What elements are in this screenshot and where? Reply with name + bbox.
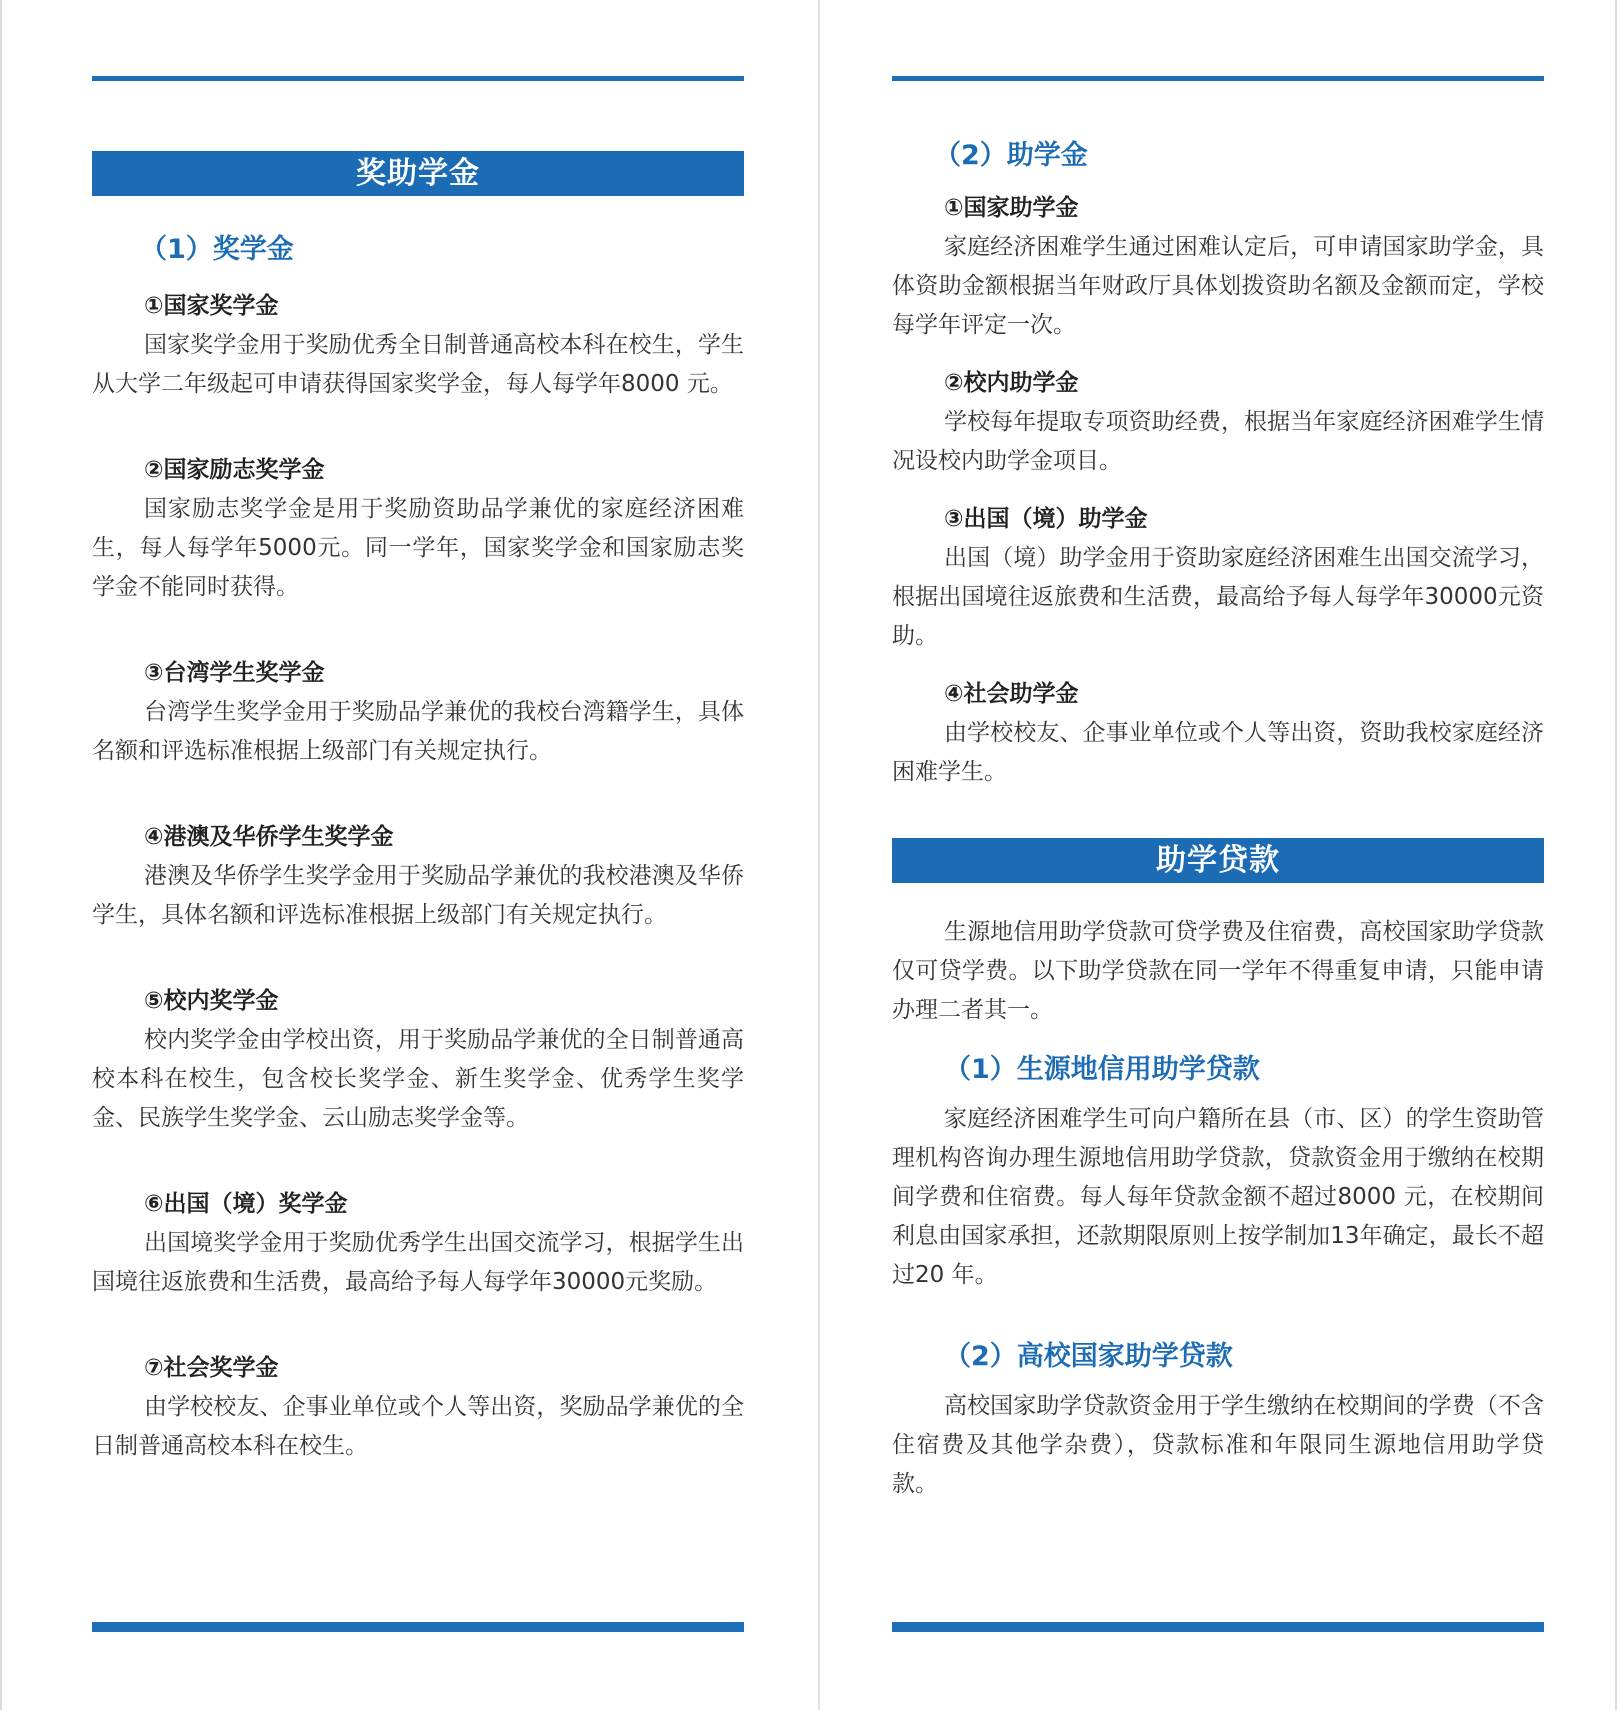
scholarship-item	[92, 1188, 744, 1302]
loan-intro-text: 生源地信用助学贷款可贷学费及住宿费，高校国家助学贷款仅可贷学费。以下助学贷款在同一学年不得重复申请，只能申请办理二者其一。	[892, 919, 1544, 1023]
grant-item	[892, 503, 1544, 656]
item-text: 由学校校友、企事业单位或个人等出资，奖励品学兼优的全日制普通高校本科在校生。	[92, 1394, 744, 1459]
item-title: ⑦社会奖学金	[144, 1355, 279, 1381]
item-text: 港澳及华侨学生奖学金用于奖励品学兼优的我校港澳及华侨学生，具体名额和评选标准根据上级部门有关规定执行。	[92, 863, 744, 928]
student-loan-banner: 助学贷款	[892, 838, 1544, 883]
item-title: ④港澳及华侨学生奖学金	[144, 824, 394, 850]
local-credit-loan-title: （1）生源地信用助学贷款	[944, 1054, 1260, 1085]
grant-item	[892, 192, 1544, 345]
item-text: 由学校校友、企事业单位或个人等出资，资助我校家庭经济困难学生。	[892, 720, 1544, 785]
scholarship-item	[92, 821, 744, 935]
item-text: 家庭经济困难学生通过困难认定后，可申请国家助学金，具体资助金额根据当年财政厅具体划拨资助名额及金额而定，学校每学年评定一次。	[892, 234, 1544, 338]
left-content	[92, 151, 744, 1466]
item-title: ②校内助学金	[944, 370, 1079, 396]
scholarship-item	[92, 657, 744, 771]
bottom-rule	[892, 1622, 1544, 1632]
item-text: 出国境奖学金用于奖励优秀学生出国交流学习，根据学生出国境往返旅费和生活费，最高给予每人每学年30000元奖励。	[92, 1230, 744, 1295]
national-loan-text: 高校国家助学贷款资金用于学生缴纳在校期间的学费（不含住宿费及其他学杂费），贷款标准和年限同生源地信用助学贷款。	[892, 1393, 1544, 1497]
item-title: ⑤校内奖学金	[144, 988, 279, 1014]
bottom-rule	[92, 1622, 744, 1632]
grant-section-title: （2）助学金	[934, 140, 1088, 171]
item-text: 国家励志奖学金是用于奖励资助品学兼优的家庭经济困难生，每人每学年5000元。同一学年，国家奖学金和国家励志奖学金不能同时获得。	[92, 496, 744, 600]
item-title: ③台湾学生奖学金	[144, 660, 325, 686]
item-title: ②国家励志奖学金	[144, 457, 325, 483]
item-text: 国家奖学金用于奖励优秀全日制普通高校本科在校生，学生从大学二年级起可申请获得国家奖学金，每人每学年8000 元。	[92, 332, 744, 397]
item-title: ⑥出国（境）奖学金	[144, 1191, 348, 1217]
top-rule	[892, 76, 1544, 81]
scholarship-aid-banner: 奖助学金	[92, 151, 744, 196]
item-title: ①国家助学金	[944, 195, 1079, 221]
right-page	[818, 0, 1617, 1710]
grant-item	[892, 678, 1544, 792]
item-title: ④社会助学金	[944, 681, 1079, 707]
scholarship-item	[92, 454, 744, 607]
item-title: ③出国（境）助学金	[944, 506, 1148, 532]
top-rule	[92, 76, 744, 81]
scholarship-item	[92, 290, 744, 404]
item-text: 台湾学生奖学金用于奖励品学兼优的我校台湾籍学生，具体名额和评选标准根据上级部门有关规定执行。	[92, 699, 744, 764]
item-text: 出国（境）助学金用于资助家庭经济困难生出国交流学习，根据出国境往返旅费和生活费，最高给予每人每学年30000元资助。	[892, 545, 1544, 649]
scholarship-section-title: （1）奖学金	[140, 234, 294, 265]
scholarship-item	[92, 985, 744, 1138]
scholarship-item	[92, 1352, 744, 1466]
right-content	[892, 138, 1544, 1504]
local-credit-loan-text: 家庭经济困难学生可向户籍所在县（市、区）的学生资助管理机构咨询办理生源地信用助学贷款，贷款资金用于缴纳在校期间学费和住宿费。每人每年贷款金额不超过8000 元，在校期间利息由国家承担，还款期限原则上按学制加13年确定，最长不超过20 年。	[892, 1106, 1544, 1288]
item-title: ①国家奖学金	[144, 293, 279, 319]
grant-item	[892, 367, 1544, 481]
item-text: 学校每年提取专项资助经费，根据当年家庭经济困难学生情况设校内助学金项目。	[892, 409, 1544, 474]
item-text: 校内奖学金由学校出资，用于奖励品学兼优的全日制普通高校本科在校生，包含校长奖学金、新生奖学金、优秀学生奖学金、民族学生奖学金、云山励志奖学金等。	[92, 1027, 744, 1131]
national-loan-title: （2）高校国家助学贷款	[944, 1341, 1233, 1372]
